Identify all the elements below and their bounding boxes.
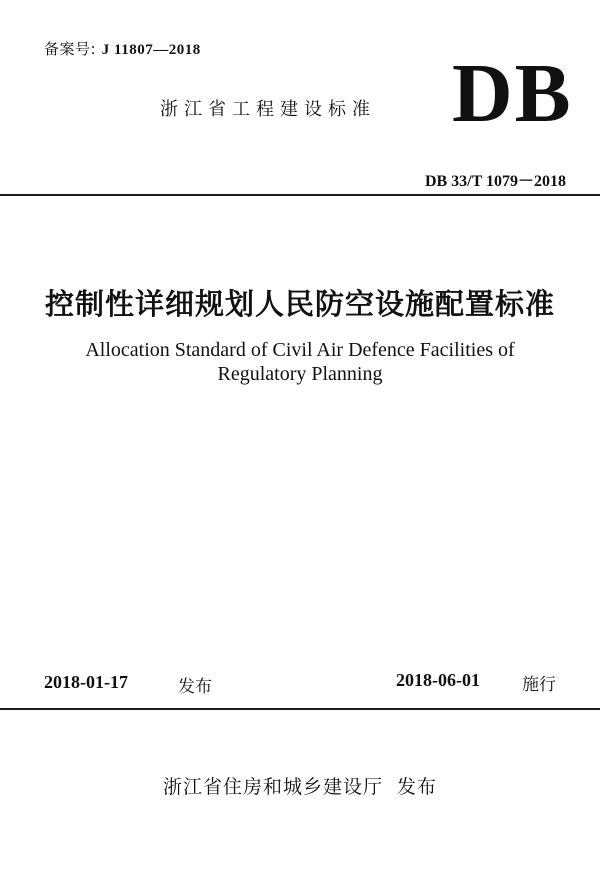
bottom-divider xyxy=(0,708,600,710)
title-english-line-1: Allocation Standard of Civil Air Defence Facilities of xyxy=(85,339,515,361)
db-logo: DB xyxy=(452,47,573,140)
standard-series: 浙江省工程建设标准 xyxy=(160,99,376,120)
record-number-label: 备案号: xyxy=(44,40,97,58)
implementation-date: 2018-06-01 xyxy=(396,670,480,690)
issue-date: 2018-01-17 xyxy=(44,672,128,692)
publisher: 浙江省住房和城乡建设厅 发布 xyxy=(162,776,438,798)
top-divider xyxy=(0,194,600,196)
issue-label: 发布 xyxy=(178,677,212,697)
title-english xyxy=(40,338,560,386)
title-english-line-2: Regulatory Planning xyxy=(217,363,383,385)
record-number xyxy=(44,38,201,59)
title-chinese: 控制性详细规划人民防空设施配置标准 xyxy=(44,287,555,321)
implementation-label: 施行 xyxy=(522,675,556,695)
record-number-value: J 11807—2018 xyxy=(101,42,201,58)
standard-code: DB 33/T 1079－2018 xyxy=(424,173,566,190)
